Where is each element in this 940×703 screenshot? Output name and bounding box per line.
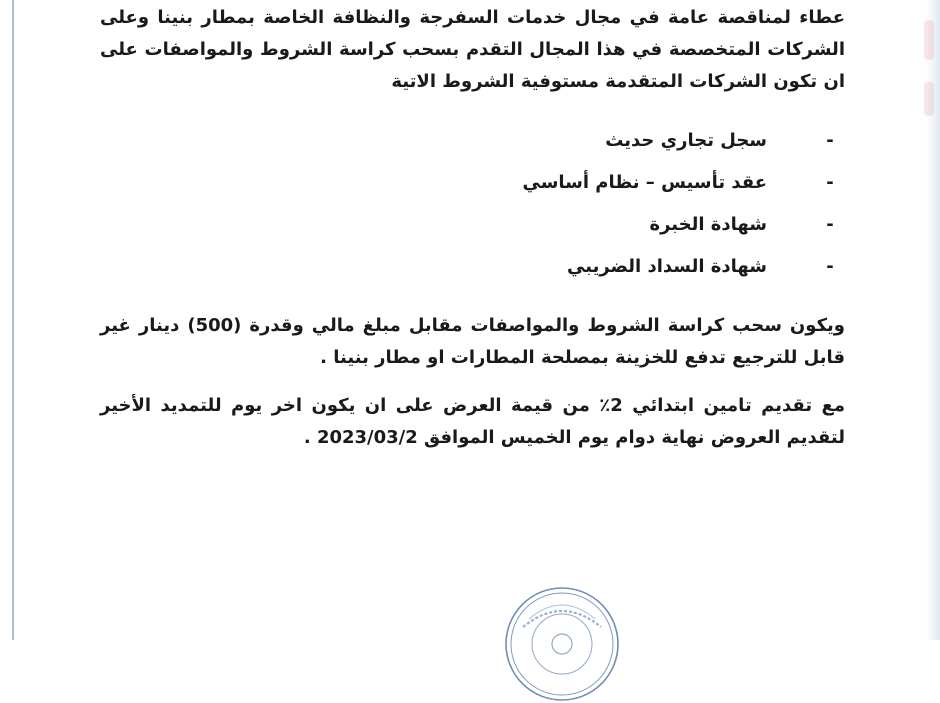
intro-paragraph: عطاء لمناقصة عامة في مجال خدمات السفرجة والنظافة الخاصة بمطار بنينا وعلى الشركات المتخصصة في هذا المجال التقدم بسحب كراسة الشروط والمواصفات على ان تكون الشركات المتقدمة مستوفية الشروط الاتية xyxy=(100,7,845,92)
letter-body xyxy=(100,0,845,454)
official-stamp-icon xyxy=(503,585,621,703)
bullet-dash: - xyxy=(826,130,834,151)
requirement-text: سجل تجاري حديث xyxy=(605,130,767,151)
requirement-text: شهادة السداد الضريبي xyxy=(567,256,767,277)
list-item xyxy=(100,246,845,288)
page-left-border xyxy=(12,0,14,640)
list-item xyxy=(100,204,845,246)
requirement-text: شهادة الخبرة xyxy=(649,214,767,235)
list-item xyxy=(100,120,845,162)
stamp-graphic xyxy=(503,585,621,703)
bond-paragraph: مع تقديم تامين ابتدائي 2٪ من قيمة العرض على ان يكون اخر يوم للتمديد الأخير لتقديم العروض نهاية دوام يوم الخميس الموافق 2023/03/2 . xyxy=(100,395,845,448)
bullet-dash: - xyxy=(826,214,834,235)
payment-paragraph: ويكون سحب كراسة الشروط والمواصفات مقابل مبلغ مالي وقدرة (500) دينار غير قابل للترجيع تدفع للخزينة بمصلحة المطارات او مطار بنينا . xyxy=(100,315,845,368)
bleed-through-mark xyxy=(924,82,934,116)
bullet-dash: - xyxy=(826,256,834,277)
bullet-dash: - xyxy=(826,172,834,193)
requirements-list xyxy=(100,120,845,288)
requirement-text: عقد تأسيس – نظام أساسي xyxy=(522,172,767,193)
bleed-through-mark xyxy=(924,20,934,60)
list-item xyxy=(100,162,845,204)
